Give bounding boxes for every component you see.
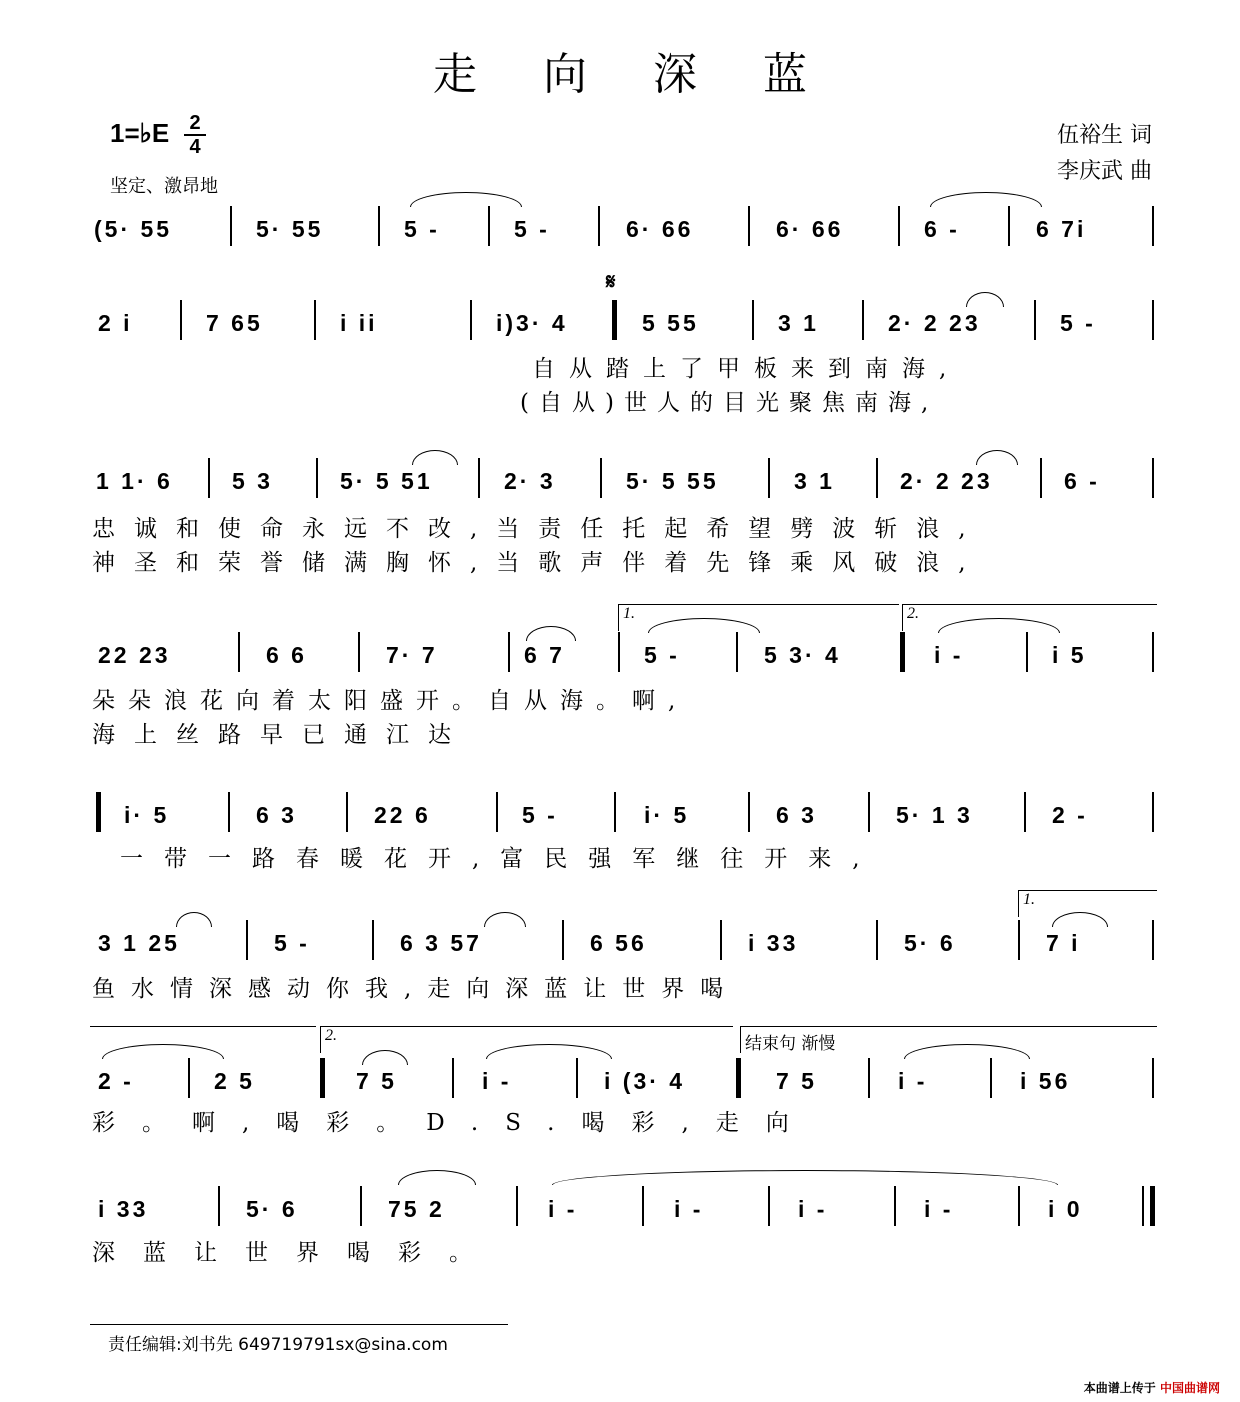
measure: 6· 66: [776, 216, 844, 242]
measure: 2· 2 23: [900, 468, 993, 494]
measure: 6· 66: [626, 216, 694, 242]
measure: 5· 1 3: [896, 802, 973, 828]
lyric-line: [0, 1104, 1240, 1138]
measure: i· 5: [124, 802, 170, 828]
upload-prefix: 本曲谱上传于: [1083, 1381, 1156, 1395]
composer-credit: 李庆武 曲: [1057, 159, 1152, 184]
footer-rule: [90, 1324, 508, 1325]
measure: 5 3: [232, 468, 273, 494]
measure: 5 -: [644, 642, 680, 668]
lyricist-credit: 伍裕生 词: [1057, 123, 1152, 148]
measure: 6 -: [924, 216, 960, 242]
time-signature: [182, 112, 208, 158]
measure: i (3· 4: [604, 1068, 686, 1094]
measure: 2· 3: [504, 468, 556, 494]
measure: 7 5: [356, 1068, 397, 1094]
lyric-line: [0, 384, 1240, 418]
key-signature: 1=♭E: [110, 118, 170, 148]
measure: (5· 55: [94, 216, 173, 242]
measure: i 56: [1020, 1068, 1071, 1094]
lyric-verse-1: 朵朵浪花向着太阳盛开。自从海。啊,: [92, 688, 689, 714]
measure: 5 -: [522, 802, 558, 828]
lyric-line: [0, 1234, 1240, 1268]
lyric-verse-1: 深蓝让世界喝彩。: [92, 1240, 500, 1266]
measure: 2 -: [98, 1068, 134, 1094]
score-system-2: [0, 298, 1240, 358]
lyric-verse-1: 忠诚和使命永远不改,当责任托起希望劈波斩浪,: [92, 516, 985, 542]
measure: i -: [924, 1196, 954, 1222]
score-system-3: [0, 456, 1240, 516]
measure: 6 3: [776, 802, 817, 828]
score-system-1: [0, 204, 1240, 264]
measure: 2· 2 23: [888, 310, 981, 336]
site-logo[interactable]: 中国曲谱网: [1159, 1381, 1220, 1395]
volta-1-second: 1.: [1018, 890, 1157, 917]
measure: i -: [482, 1068, 512, 1094]
measure: 75 2: [388, 1196, 445, 1222]
measure: 2 5: [214, 1068, 255, 1094]
measure: 5 3· 4: [764, 642, 841, 668]
lyric-line: [0, 970, 1240, 1004]
measure: i -: [934, 642, 964, 668]
segno-icon: 𝄋: [606, 270, 616, 295]
measure: 5· 5 55: [626, 468, 719, 494]
measure: 3 1: [794, 468, 835, 494]
lyric-line: [0, 840, 1240, 874]
measure: i 33: [748, 930, 799, 956]
score-system-6: [0, 918, 1240, 978]
lyric-verse-1: 彩。啊,喝彩。D.S.喝彩,走向: [92, 1110, 816, 1136]
measure: 5· 6: [904, 930, 956, 956]
lyric-line: [0, 716, 1240, 750]
volta-2-second: 2.: [320, 1026, 733, 1053]
volta-1: 1.: [618, 604, 899, 631]
measure: 6 7: [524, 642, 565, 668]
measure: 6 7i: [1036, 216, 1087, 242]
measure: 5· 5 51: [340, 468, 433, 494]
measure: 7· 7: [386, 642, 438, 668]
measure: 6 3 57: [400, 930, 482, 956]
measure: 3 1 25: [98, 930, 180, 956]
score-system-4: [0, 630, 1240, 690]
lyric-verse-1: 自从踏上了甲板来到南海,: [532, 356, 961, 382]
measure: i 0: [1048, 1196, 1083, 1222]
measure: i -: [674, 1196, 704, 1222]
measure: i -: [898, 1068, 928, 1094]
lyric-line: [0, 510, 1240, 544]
measure: 22 6: [374, 802, 431, 828]
lyric-verse-2: (自从)世人的目光聚焦南海,: [520, 390, 939, 416]
lyric-line: [0, 350, 1240, 384]
upload-credit: [1084, 1379, 1220, 1396]
measure: 7 i: [1046, 930, 1081, 956]
lyric-line: [0, 682, 1240, 716]
measure: 5 55: [642, 310, 699, 336]
measure: 5· 6: [246, 1196, 298, 1222]
lyric-verse-2: 神圣和荣誉储满胸怀,当歌声伴着先锋乘风破浪,: [92, 550, 985, 576]
measure: 22 23: [98, 642, 171, 668]
measure: 1 1· 6: [96, 468, 173, 494]
measure: i ii: [340, 310, 378, 336]
measure: i 5: [1052, 642, 1087, 668]
editor-credit: 责任编辑:刘书先 649719791sx@sina.com: [108, 1335, 448, 1355]
measure: i -: [548, 1196, 578, 1222]
measure: 3 1: [778, 310, 819, 336]
lyric-verse-1: 鱼水情深感动你我,走向深蓝让世界喝: [92, 976, 740, 1002]
time-top: 2: [189, 112, 201, 134]
measure: 5 -: [404, 216, 440, 242]
time-bottom: 4: [189, 136, 201, 158]
page-title: 走 向 深 蓝: [433, 49, 833, 100]
measure: 2 i: [98, 310, 133, 336]
measure: i)3· 4: [496, 310, 568, 336]
tempo-marking: 坚定、激昂地: [110, 176, 218, 197]
measure: 5· 55: [256, 216, 324, 242]
measure: 6 3: [256, 802, 297, 828]
measure: 7 5: [776, 1068, 817, 1094]
lyric-verse-1: 一带一路春暖花开,富民强军继往开来,: [120, 846, 881, 872]
measure: i 33: [98, 1196, 149, 1222]
measure: i -: [798, 1196, 828, 1222]
measure: 7 65: [206, 310, 263, 336]
ending-tag: 结束句 渐慢: [745, 1034, 836, 1054]
lyric-line: [0, 544, 1240, 578]
measure: 2 -: [1052, 802, 1088, 828]
measure: i· 5: [644, 802, 690, 828]
lyric-verse-2: 海上丝路早已通江达: [92, 722, 470, 748]
measure: 5 -: [1060, 310, 1096, 336]
volta-2: 2.: [902, 604, 1157, 631]
measure: 6 56: [590, 930, 647, 956]
measure: 5 -: [274, 930, 310, 956]
measure: 6 -: [1064, 468, 1100, 494]
measure: 6 6: [266, 642, 307, 668]
measure: 5 -: [514, 216, 550, 242]
